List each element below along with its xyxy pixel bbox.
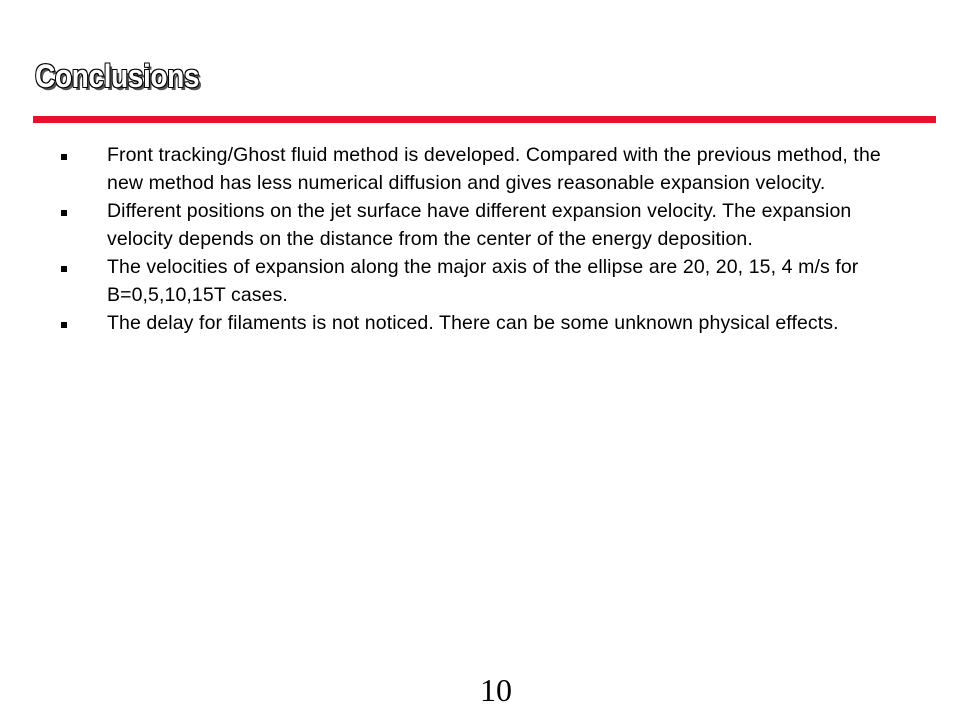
bullet-text: Front tracking/Ghost fluid method is developed. Compared with the previous method, the new method has less numerical diffusion and gives reasonable expansion velocity. [107,144,881,194]
page-number: 10 [480,672,512,708]
slide-title: Conclusions [35,58,200,94]
list-item [58,254,888,309]
bullet-list [58,142,888,339]
square-bullet-icon [61,210,67,216]
square-bullet-icon [61,154,67,160]
square-bullet-icon [61,266,67,272]
title-divider [33,116,936,123]
bullet-text: Different positions on the jet surface have different expansion velocity. The expansion velocity depends on the distance from the center of the energy deposition. [107,200,852,250]
list-item [58,310,888,338]
list-item [58,198,888,253]
square-bullet-icon [61,322,67,328]
bullet-text: The delay for filaments is not noticed. There can be some unknown physical effects. [107,312,839,334]
list-item [58,142,888,197]
bullet-text: The velocities of expansion along the major axis of the ellipse are 20, 20, 15, 4 m/s for B=0,5,10,15T cases. [107,256,859,306]
